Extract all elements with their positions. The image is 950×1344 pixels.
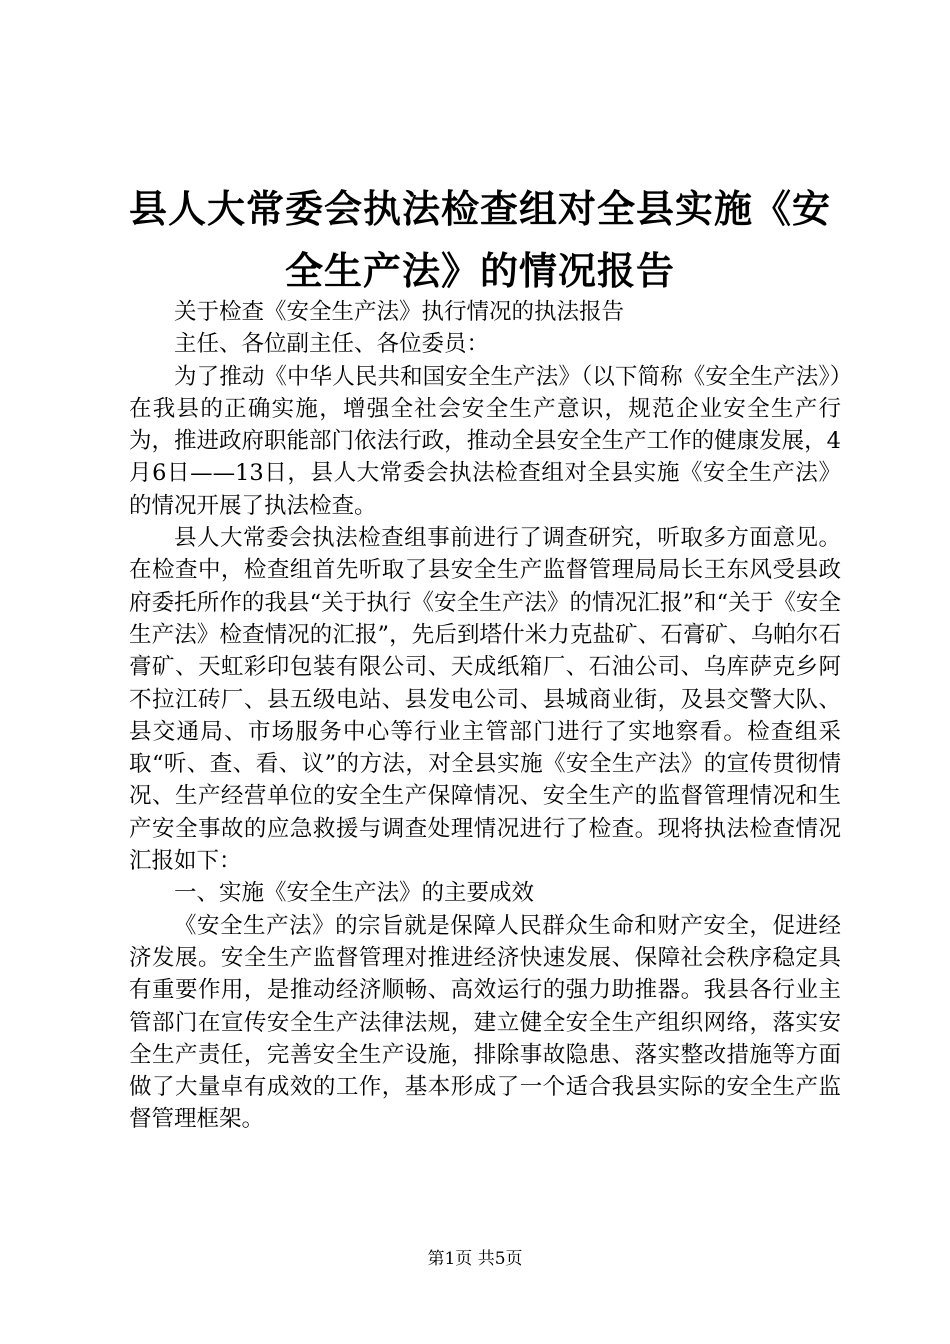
- paragraph-inspection: 县人大常委会执法检查组事前进行了调查研究，听取多方面意见。在检查中，检查组首先听取了县安全生产监督管理局局长王东风受县政府委托所作的我县“关于执行《安全生产法》的情况汇报”和“关于《安全生产法》检查情况的汇报”，先后到塔什米力克盐矿、石膏矿、乌帕尔石膏矿、天虹彩印包装有限公司、天成纸箱厂、石油公司、乌库萨克乡阿不拉江砖厂、县五级电站、县发电公司、县城商业街，及县交警大队、县交通局、市场服务中心等行业主管部门进行了实地察看。检查组采取“听、查、看、议”的方法，对全县实施《安全生产法》的宣传贯彻情况、生产经营单位的安全生产保障情况、安全生产的监督管理情况和生产安全事故的应急救援与调查处理情况进行了检查。现将执法检查情况汇报如下：: [129, 525, 841, 875]
- salutation: 主任、各位副主任、各位委员：: [174, 331, 490, 358]
- document-title: 县人大常委会执法检查组对全县实施《安全生产法》的情况报告: [128, 186, 831, 293]
- document-body: [129, 296, 841, 1136]
- report-subtitle: 关于检查《安全生产法》执行情况的执法报告: [174, 299, 625, 325]
- paragraph-intro: 为了推动《中华人民共和国安全生产法》（以下简称《安全生产法》）在我县的正确实施，增强全社会安全生产意识，规范企业安全生产行为，推进政府职能部门依法行政，推动全县安全生产工作的健康发展，4月6日——13日，县人大常委会执法检查组对全县实施《安全生产法》的情况开展了执法检查。: [129, 363, 841, 519]
- page-number-footer: 第1页 共5页: [427, 1249, 523, 1269]
- paragraph-achievements: 《安全生产法》的宗旨就是保障人民群众生命和财产安全，促进经济发展。安全生产监督管理对推进经济快速发展、保障社会秩序稳定具有重要作用，是推动经济顺畅、高效运行的强力助推器。我县各行业主管部门在宣传安全生产法律法规，建立健全安全生产组织网络，落实安全生产责任，完善安全生产设施，排除事故隐患、落实整改措施等方面做了大量卓有成效的工作，基本形成了一个适合我县实际的安全生产监督管理框架。: [129, 912, 841, 1133]
- section-heading: 一、实施《安全生产法》的主要成效: [174, 880, 535, 907]
